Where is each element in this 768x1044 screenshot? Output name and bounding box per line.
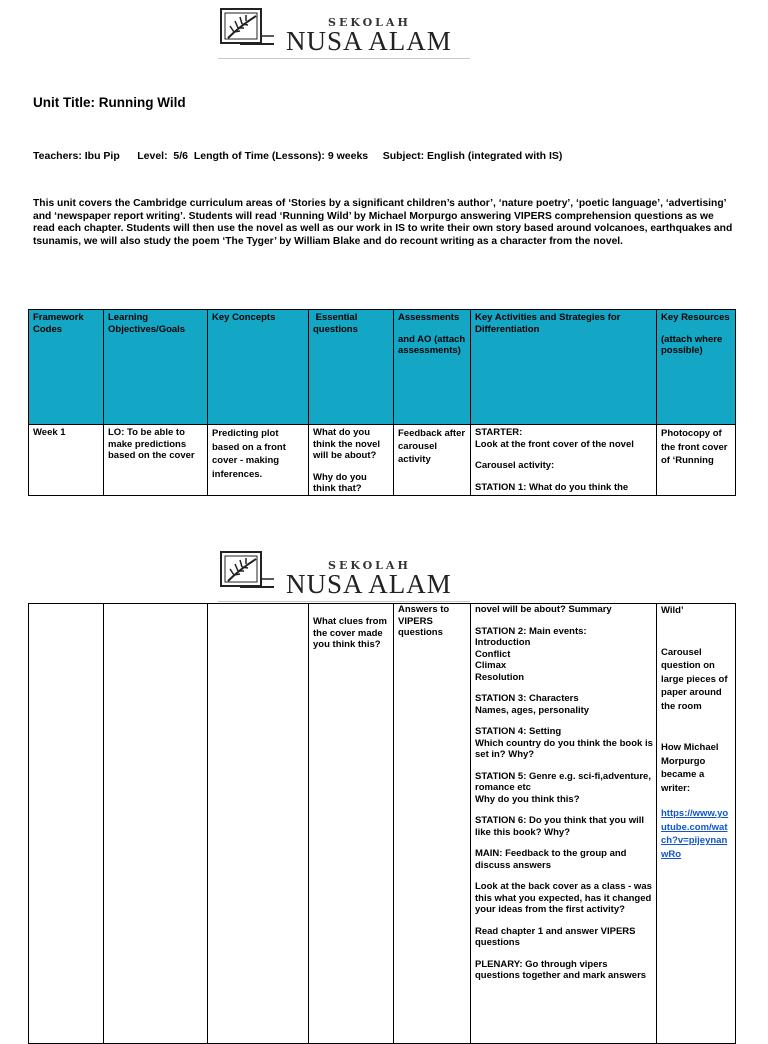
logo-top-text: SEKOLAH [328, 559, 411, 572]
table-row [29, 425, 736, 496]
unit-title: Unit Title: Running Wild [33, 95, 186, 110]
logo-top-text: SEKOLAH [328, 16, 411, 29]
activity-station-1: STATION 1: What do you think the [475, 481, 629, 493]
objective-cell [104, 604, 208, 1044]
logo-main-text: NUSA ALAM [286, 569, 452, 599]
header-key-activities: Key Activities and Strategies for Differentiation [471, 310, 657, 425]
header-learning-objectives: Learning Objectives/Goals [104, 310, 208, 425]
week-cell: Week 1 [29, 425, 104, 496]
concept-cell [208, 604, 309, 1044]
header-framework-codes: Framework Codes [29, 310, 104, 425]
resource-morpurgo: How Michael Morpurgo became a writer: [661, 742, 719, 794]
activity-plenary: PLENARY: Go through vipers questions together and mark answers [475, 958, 647, 981]
resource-carousel: Carousel question on large pieces of paper around the room [661, 646, 728, 712]
assessment-cell: Answers to VIPERS questions [394, 604, 471, 1044]
questions-cell [309, 604, 394, 1044]
activity-station-5: STATION 5: Genre e.g. sci-fi,adventure, romance etc Why do you think this? [475, 770, 651, 805]
activities-cell [471, 604, 657, 1044]
youtube-link[interactable]: https://www.youtube.com/watch?v=pijeynanwRo [661, 808, 729, 860]
week-cell [29, 604, 104, 1044]
planning-table-continued [28, 603, 736, 1044]
activity-read-chapter: Read chapter 1 and answer VIPERS questions [475, 925, 636, 948]
header-resources-note: (attach where possible) [661, 333, 723, 356]
header-assessments-note: and AO (attach assessments) [398, 333, 466, 356]
header-assessments [394, 310, 471, 425]
activity-station-2: STATION 2: Main events: Introduction Conflict Climax Resolution [475, 625, 587, 683]
assessment-cell: Feedback after carousel activity [394, 425, 471, 496]
question-3: What clues from the cover made you think this? [313, 616, 387, 650]
concept-cell: Predicting plot based on a front cover - making inferences. [208, 425, 309, 496]
question-1: What do you think the novel will be about? [313, 427, 381, 461]
header-key-concepts: Key Concepts [208, 310, 309, 425]
objective-cell: LO: To be able to make predictions based on the cover [104, 425, 208, 496]
activity-main: MAIN: Feedback to the group and discuss answers [475, 848, 627, 871]
table-row [29, 604, 736, 1044]
school-logo [218, 551, 470, 602]
header-assessments-title: Assessments [398, 312, 460, 323]
school-logo [218, 8, 470, 59]
activity-station-4: STATION 4: Setting Which country do you think the book is set in? Why? [475, 726, 653, 760]
activity-station-1-cont: novel will be about? Summary [475, 604, 612, 615]
question-2: Why do you think that? [313, 471, 367, 494]
activity-station-3: STATION 3: Characters Names, ages, personality [475, 693, 590, 716]
wheat-logo-icon [220, 8, 275, 53]
header-essential-questions: Essential questions [309, 310, 394, 425]
logo-main-text: NUSA ALAM [286, 26, 452, 56]
unit-overview: This unit covers the Cambridge curriculum areas of ‘Stories by a significant children’s author’, ‘nature poetry’, ‘poetic language’, ‘advertising’ and ‘newspaper report writing’. Students will read ‘Running Wild’ by Michael Morpurgo answering VIPERS comprehension questions as we read each chapter. Students will then use the novel as well as our work in IS to write their own story based around volcanoes, earthquakes and tsunamis, we will also study the poem ‘The Tyger’ by William Blake and do recount writing as a character from the novel. [33, 198, 733, 247]
resources-cell [657, 604, 736, 1044]
table-header-row [29, 310, 736, 425]
questions-cell [309, 425, 394, 496]
wheat-logo-icon [220, 551, 275, 596]
activity-carousel: Carousel activity: [475, 460, 555, 471]
resources-cell: Photocopy of the front cover of ‘Running [657, 425, 736, 496]
activity-station-6: STATION 6: Do you think that you will like this book? Why? [475, 815, 645, 838]
planning-table [28, 309, 736, 496]
activities-cell [471, 425, 657, 496]
header-resources-title: Key Resources [661, 312, 730, 323]
teachers-line: Teachers: Ibu Pip Level: 5/6 Length of Time (Lessons): 9 weeks Subject: English (integrated with IS) [33, 150, 563, 162]
header-key-resources [657, 310, 736, 425]
activity-starter: STARTER: Look at the front cover of the novel [475, 427, 634, 450]
activity-back-cover: Look at the back cover as a class - was this what you expected, has it changed your ideas from the first activity? [475, 881, 652, 915]
resource-wild: Wild’ [661, 605, 684, 616]
